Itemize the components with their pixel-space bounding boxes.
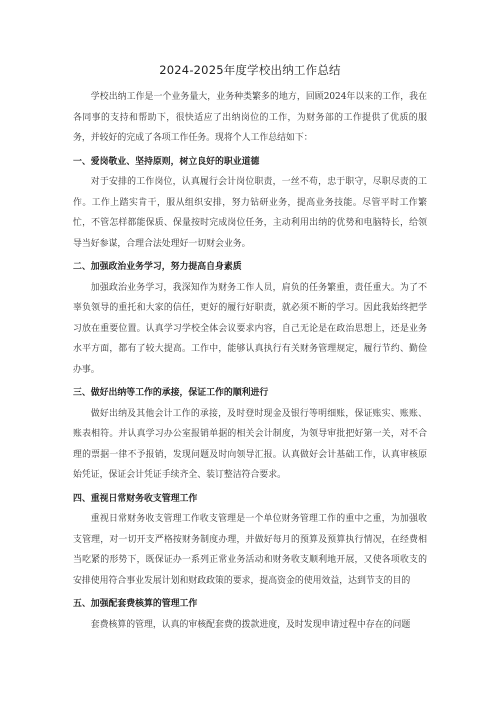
section-2-body: 加强政治业务学习，我深知作为财务工作人员，肩负的任务繁重，责任重大。为了不辜负领导的重托和大家的信任，更好的履行好职责，就必须不断的学习。因此我始终把学习放在重要位置。认真学习学校全体会议要求内容，自己无论是在政治思想上，还是业务水平方面，都有了较大提高。工作中，能够认真执行有关财务管理规定，履行节约、勤俭办事。: [73, 282, 427, 375]
section-1-heading: 一、爱岗敬业、坚持原则，树立良好的职业道德: [73, 156, 260, 167]
section-5-body: 套费核算的管理，认真的审核配套费的拨款进度，及时发现申请过程中存在的问题: [90, 619, 411, 630]
document-title: 2024-2025年度学校出纳工作总结: [159, 63, 341, 77]
section-4-heading: 四、重视日常财务收支管理工作: [73, 493, 198, 504]
section-4-body: 重视日常财务收支管理工作收支管理是一个单位财务管理工作的重中之重，为加强收支管理，对一切开支严格按财务制度办理，并做好每月的预算及预算执行情况，在经费相当吃紧的形势下，既保证办一系列正常业务活动和财务收支顺利地开展，又使各项收支的安排使用符合事业发展计划和财政政策的要求，提高资金的使用效益，达到节支的目的: [73, 514, 427, 586]
section-5-heading: 五、加强配套费核算的管理工作: [73, 599, 198, 609]
section-3-body: 做好出纳及其他会计工作的承接，及时登时现金及银行等明细账，保证账实、账账、账表相符。并认真学习办公室报销单据的相关会计制度，为领导审批把好第一关，对不合理的票据一律不予报销，发现问题及时向领导汇报。认真做好会计基础工作，认真审核原始凭证，保证会计凭证手续齐全、装订整洁符合要求。: [73, 408, 427, 480]
intro-paragraph: 学校出纳工作是一个业务量大，业务种类繁多的地方，回顾2024年以来的工作，我在各同事的支持和帮助下，很快适应了出纳岗位的工作，为财务部的工作提供了优质的服务，并较好的完成了各项工作任务。现将个人工作总结如下：: [73, 92, 427, 143]
section-3-heading: 三、做好出纳等工作的承接，保证工作的顺利进行: [73, 388, 269, 398]
section-2-heading: 二、加强政治业务学习，努力提高自身素质: [73, 262, 242, 272]
section-1-body: 对于安排的工作岗位，认真履行会计岗位职责，一丝不苟，忠于职守，尽职尽责的工作。工作上踏实肯干，服从组织安排，努力钻研业务，提高业务技能。尽管平时工作繁忙，不管怎样都能保质、保量按时完成岗位任务，主动利用出纳的优势和电脑特长，给领导当好参谋，合理合法处理好一切财会业务。: [73, 177, 427, 249]
